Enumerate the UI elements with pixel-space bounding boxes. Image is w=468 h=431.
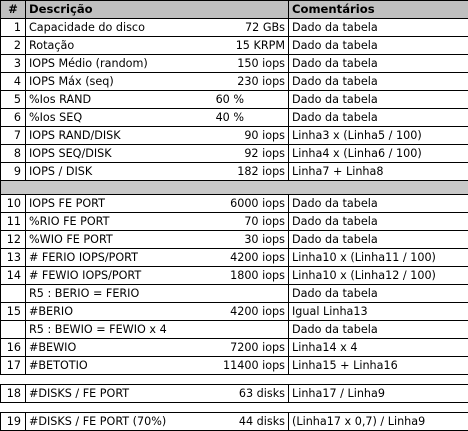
- row-number: 9: [1, 163, 26, 181]
- row-comment: Linha10 x (Linha12 / 100): [289, 267, 468, 285]
- row-description: %RIO FE PORT: [26, 213, 172, 231]
- row-description: %WIO FE PORT: [26, 231, 172, 249]
- header-row: [1, 1, 468, 19]
- row-value: 230 iops: [172, 73, 289, 91]
- row-number: 8: [1, 145, 26, 163]
- row-number: 10: [1, 195, 26, 213]
- row-description: R5 : BEWIO = FEWIO x 4: [26, 321, 289, 339]
- row-comment: Linha10 x (Linha11 / 100): [289, 249, 468, 267]
- row-number: 19: [1, 413, 26, 431]
- row-number: 11: [1, 213, 26, 231]
- row-description: IOPS / DISK: [26, 163, 172, 181]
- table-row: [1, 55, 468, 73]
- row-value: 150 iops: [172, 55, 289, 73]
- row-number: 2: [1, 37, 26, 55]
- row-description: IOPS RAND/DISK: [26, 127, 172, 145]
- header-description: Descrição: [26, 1, 289, 19]
- table-row: [1, 385, 468, 403]
- table-row: [1, 19, 468, 37]
- rule-row: [1, 285, 468, 303]
- row-description: # FERIO IOPS/PORT: [26, 249, 172, 267]
- row-comment: Dado da tabela: [289, 55, 468, 73]
- row-number: 1: [1, 19, 26, 37]
- spacer-cell: [1, 403, 468, 413]
- row-value: 92 iops: [172, 145, 289, 163]
- row-comment: Dado da tabela: [289, 213, 468, 231]
- row-comment: (Linha17 x 0,7) / Linha9: [289, 413, 468, 431]
- table-row: [1, 231, 468, 249]
- row-description: Capacidade do disco: [26, 19, 172, 37]
- row-description: #BETOTIO: [26, 357, 172, 375]
- row-number: 7: [1, 127, 26, 145]
- row-number: [1, 321, 26, 339]
- row-value: 11400 iops: [172, 357, 289, 375]
- row-description: #BERIO: [26, 303, 172, 321]
- row-number: 13: [1, 249, 26, 267]
- row-number: [1, 285, 26, 303]
- row-comment: Dado da tabela: [289, 195, 468, 213]
- row-description: IOPS Máx (seq): [26, 73, 172, 91]
- table-row: [1, 73, 468, 91]
- row-description: R5 : BERIO = FERIO: [26, 285, 289, 303]
- row-value: 44 disks: [172, 413, 289, 431]
- row-value: 15 KRPM: [172, 37, 289, 55]
- row-description: #BEWIO: [26, 339, 172, 357]
- row-number: 16: [1, 339, 26, 357]
- table-row: [1, 145, 468, 163]
- row-description: #DISKS / FE PORT (70%): [26, 413, 172, 431]
- row-value: 30 iops: [172, 231, 289, 249]
- row-value: 40 %: [172, 109, 289, 127]
- row-number: 17: [1, 357, 26, 375]
- row-comment: Dado da tabela: [289, 321, 468, 339]
- table-row: [1, 303, 468, 321]
- row-description: Rotação: [26, 37, 172, 55]
- table-row: [1, 37, 468, 55]
- row-number: 18: [1, 385, 26, 403]
- row-comment: Dado da tabela: [289, 109, 468, 127]
- row-comment: Linha17 / Linha9: [289, 385, 468, 403]
- row-comment: Dado da tabela: [289, 19, 468, 37]
- table-row: [1, 339, 468, 357]
- row-description: # FEWIO IOPS/PORT: [26, 267, 172, 285]
- spacer-row: [1, 375, 468, 385]
- table-row: [1, 413, 468, 431]
- row-comment: Igual Linha13: [289, 303, 468, 321]
- row-description: %Ios SEQ: [26, 109, 172, 127]
- row-value: 4200 iops: [172, 303, 289, 321]
- row-comment: Linha7 + Linha8: [289, 163, 468, 181]
- row-value: 60 %: [172, 91, 289, 109]
- row-value: 7200 iops: [172, 339, 289, 357]
- row-number: 5: [1, 91, 26, 109]
- row-comment: Dado da tabela: [289, 73, 468, 91]
- row-number: 14: [1, 267, 26, 285]
- row-value: 90 iops: [172, 127, 289, 145]
- row-comment: Linha15 + Linha16: [289, 357, 468, 375]
- row-comment: Linha4 x (Linha6 / 100): [289, 145, 468, 163]
- row-comment: Linha14 x 4: [289, 339, 468, 357]
- gray-separator: [1, 181, 468, 195]
- row-description: #DISKS / FE PORT: [26, 385, 172, 403]
- table-row: [1, 267, 468, 285]
- header-num: #: [1, 1, 26, 19]
- table-row: [1, 249, 468, 267]
- row-value: 70 iops: [172, 213, 289, 231]
- row-comment: Dado da tabela: [289, 91, 468, 109]
- spacer-cell: [1, 375, 468, 385]
- header-comments: Comentários: [289, 1, 468, 19]
- row-description: IOPS FE PORT: [26, 195, 172, 213]
- row-description: IOPS SEQ/DISK: [26, 145, 172, 163]
- row-value: 4200 iops: [172, 249, 289, 267]
- row-value: 182 iops: [172, 163, 289, 181]
- row-value: 1800 iops: [172, 267, 289, 285]
- row-description: %Ios RAND: [26, 91, 172, 109]
- row-value: 72 GBs: [172, 19, 289, 37]
- table-row: [1, 357, 468, 375]
- row-comment: Dado da tabela: [289, 285, 468, 303]
- table-row: [1, 163, 468, 181]
- row-comment: Dado da tabela: [289, 37, 468, 55]
- rule-row: [1, 321, 468, 339]
- table-row: [1, 109, 468, 127]
- row-number: 6: [1, 109, 26, 127]
- table-row: [1, 91, 468, 109]
- spacer-row: [1, 403, 468, 413]
- section-divider: [1, 181, 468, 195]
- row-number: 15: [1, 303, 26, 321]
- row-number: 3: [1, 55, 26, 73]
- row-comment: Linha3 x (Linha5 / 100): [289, 127, 468, 145]
- row-number: 12: [1, 231, 26, 249]
- row-comment: Dado da tabela: [289, 231, 468, 249]
- table-row: [1, 127, 468, 145]
- row-number: 4: [1, 73, 26, 91]
- row-description: IOPS Médio (random): [26, 55, 172, 73]
- table-row: [1, 213, 468, 231]
- row-value: 6000 iops: [172, 195, 289, 213]
- row-value: 63 disks: [172, 385, 289, 403]
- table-row: [1, 195, 468, 213]
